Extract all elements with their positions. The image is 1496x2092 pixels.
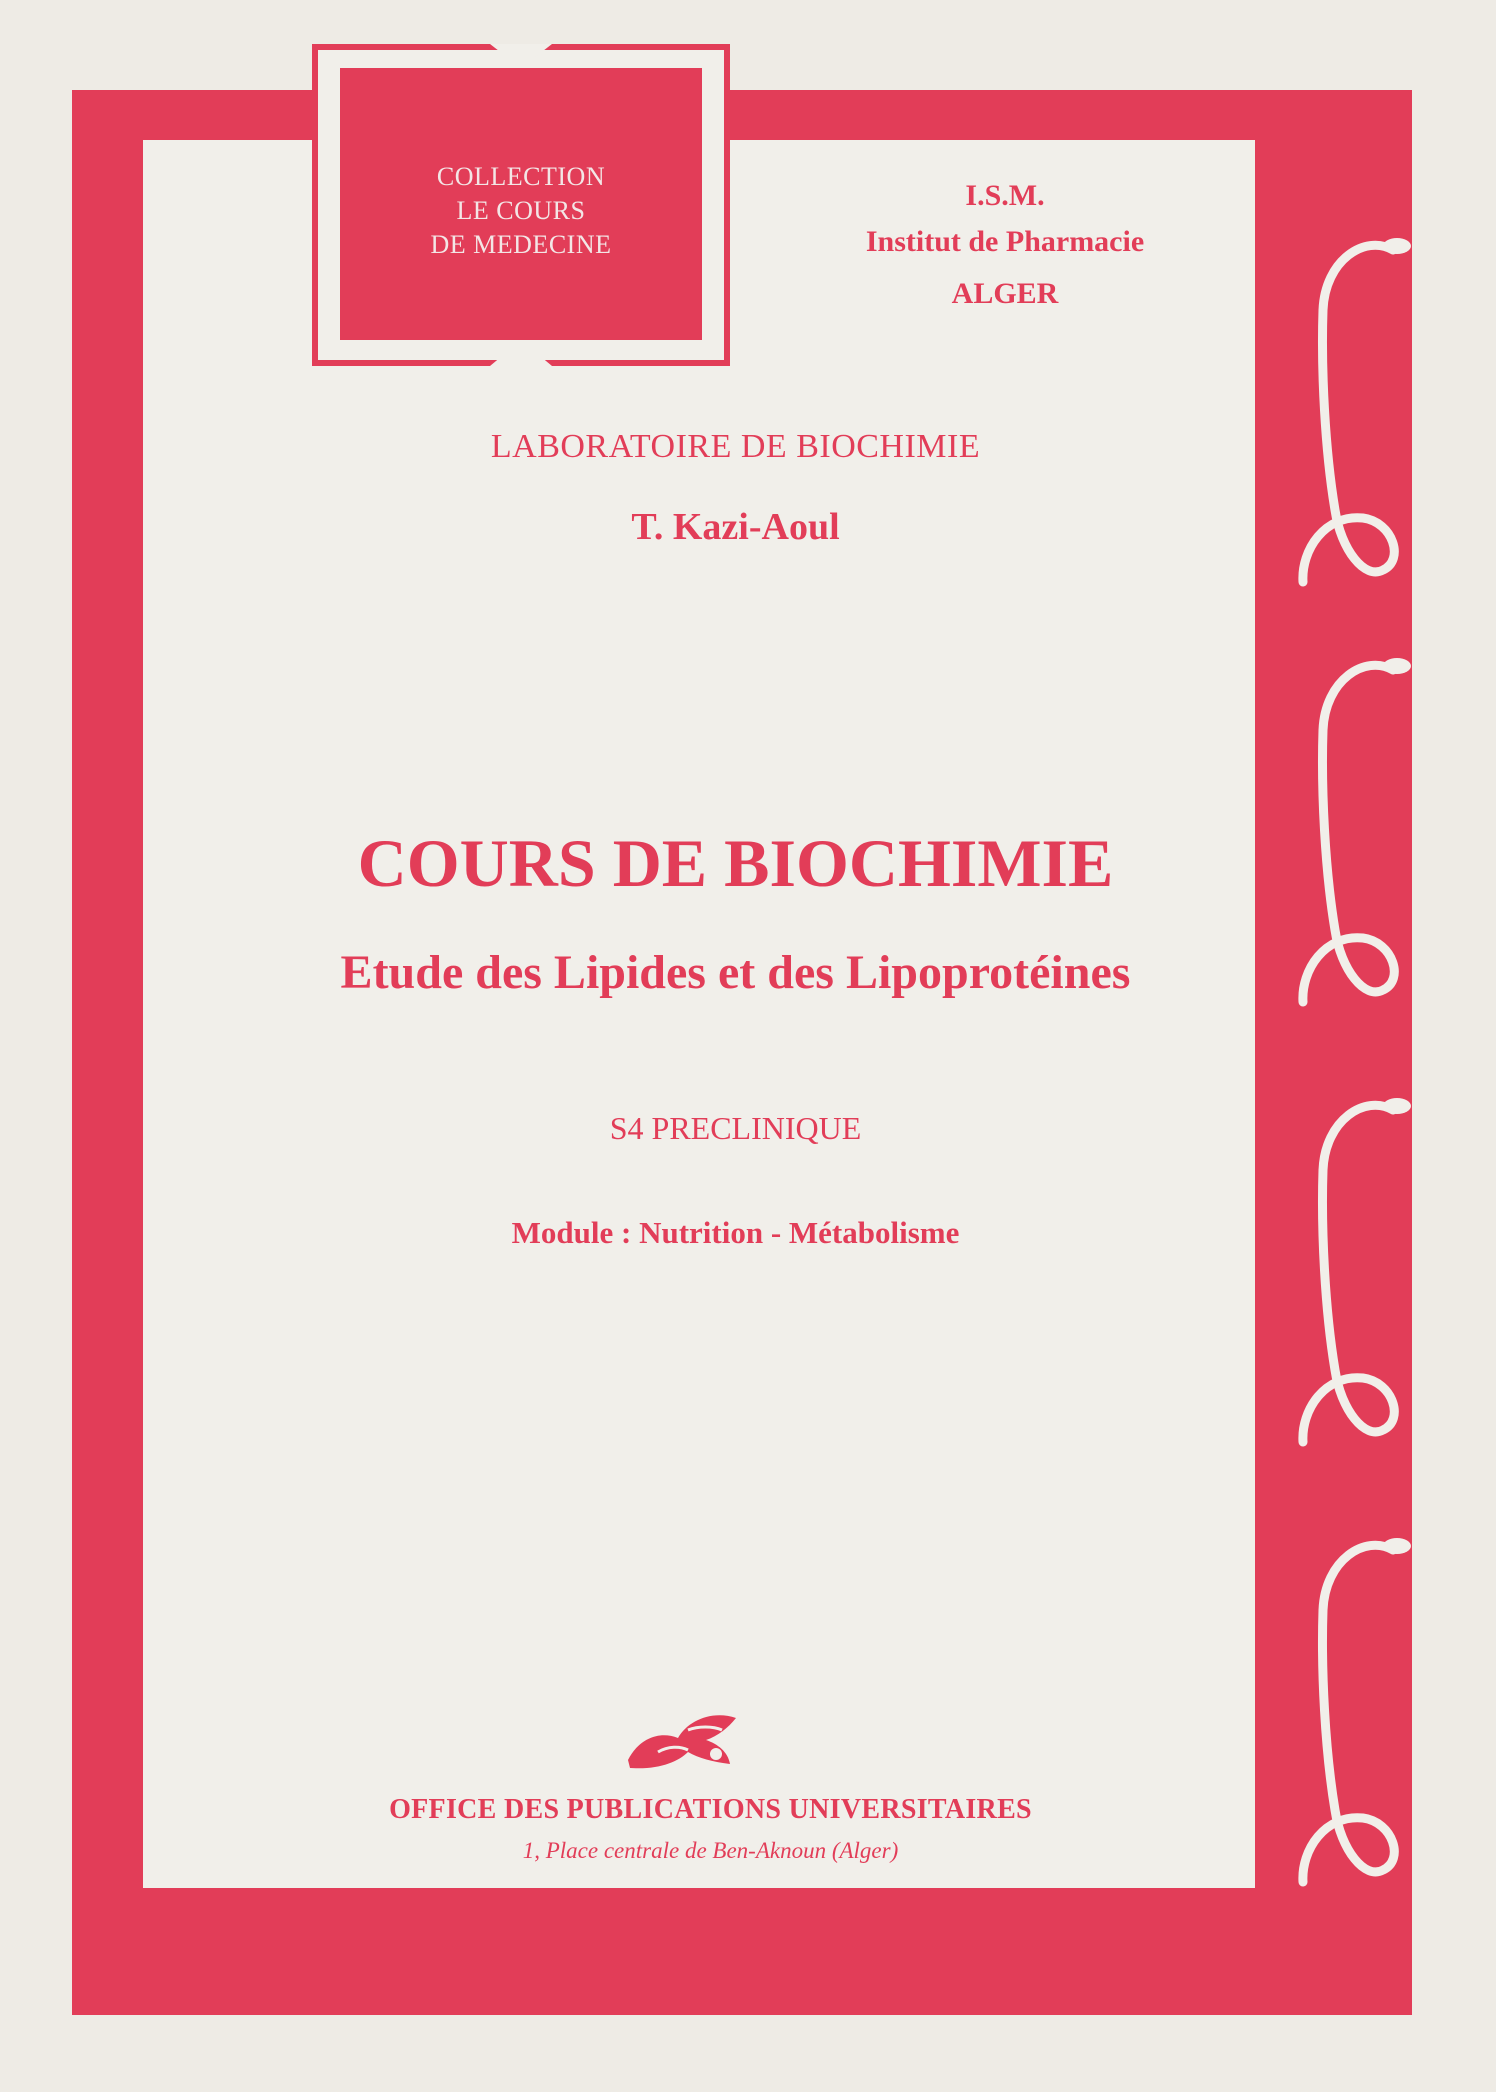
book-subtitle: Etude des Lipides et des Lipoprotéines	[340, 946, 1131, 999]
institute-line-1: I.S.M.	[965, 179, 1045, 212]
serpent-icon	[1265, 1060, 1415, 1470]
serpent-icon	[1265, 1500, 1415, 1910]
opu-logo-icon	[618, 1700, 748, 1780]
publisher-address: 1, Place centrale de Ben-Aknoun (Alger)	[522, 1838, 899, 1863]
institute-line-2: Institut de Pharmacie	[865, 225, 1145, 258]
institute-line-3: ALGER	[951, 277, 1059, 310]
collection-line-3: DE MEDECINE	[430, 230, 612, 259]
author-name: T. Kazi-Aoul	[631, 506, 840, 548]
book-title: COURS DE BIOCHIMIE	[357, 825, 1114, 901]
collection-line-1: COLLECTION	[436, 162, 606, 191]
collection-label	[340, 160, 702, 262]
serpent-icon	[1265, 620, 1415, 1030]
course-level: S4 PRECLINIQUE	[609, 1110, 862, 1146]
course-module: Module : Nutrition - Métabolisme	[511, 1215, 960, 1250]
institute-block	[820, 176, 1190, 320]
serpent-icon	[1265, 200, 1415, 610]
cover-panel	[143, 140, 1255, 1888]
publisher-name: OFFICE DES PUBLICATIONS UNIVERSITAIRES	[389, 1794, 1032, 1825]
laboratory-name: LABORATOIRE DE BIOCHIMIE	[490, 428, 981, 465]
collection-line-2: LE COURS	[456, 196, 586, 225]
